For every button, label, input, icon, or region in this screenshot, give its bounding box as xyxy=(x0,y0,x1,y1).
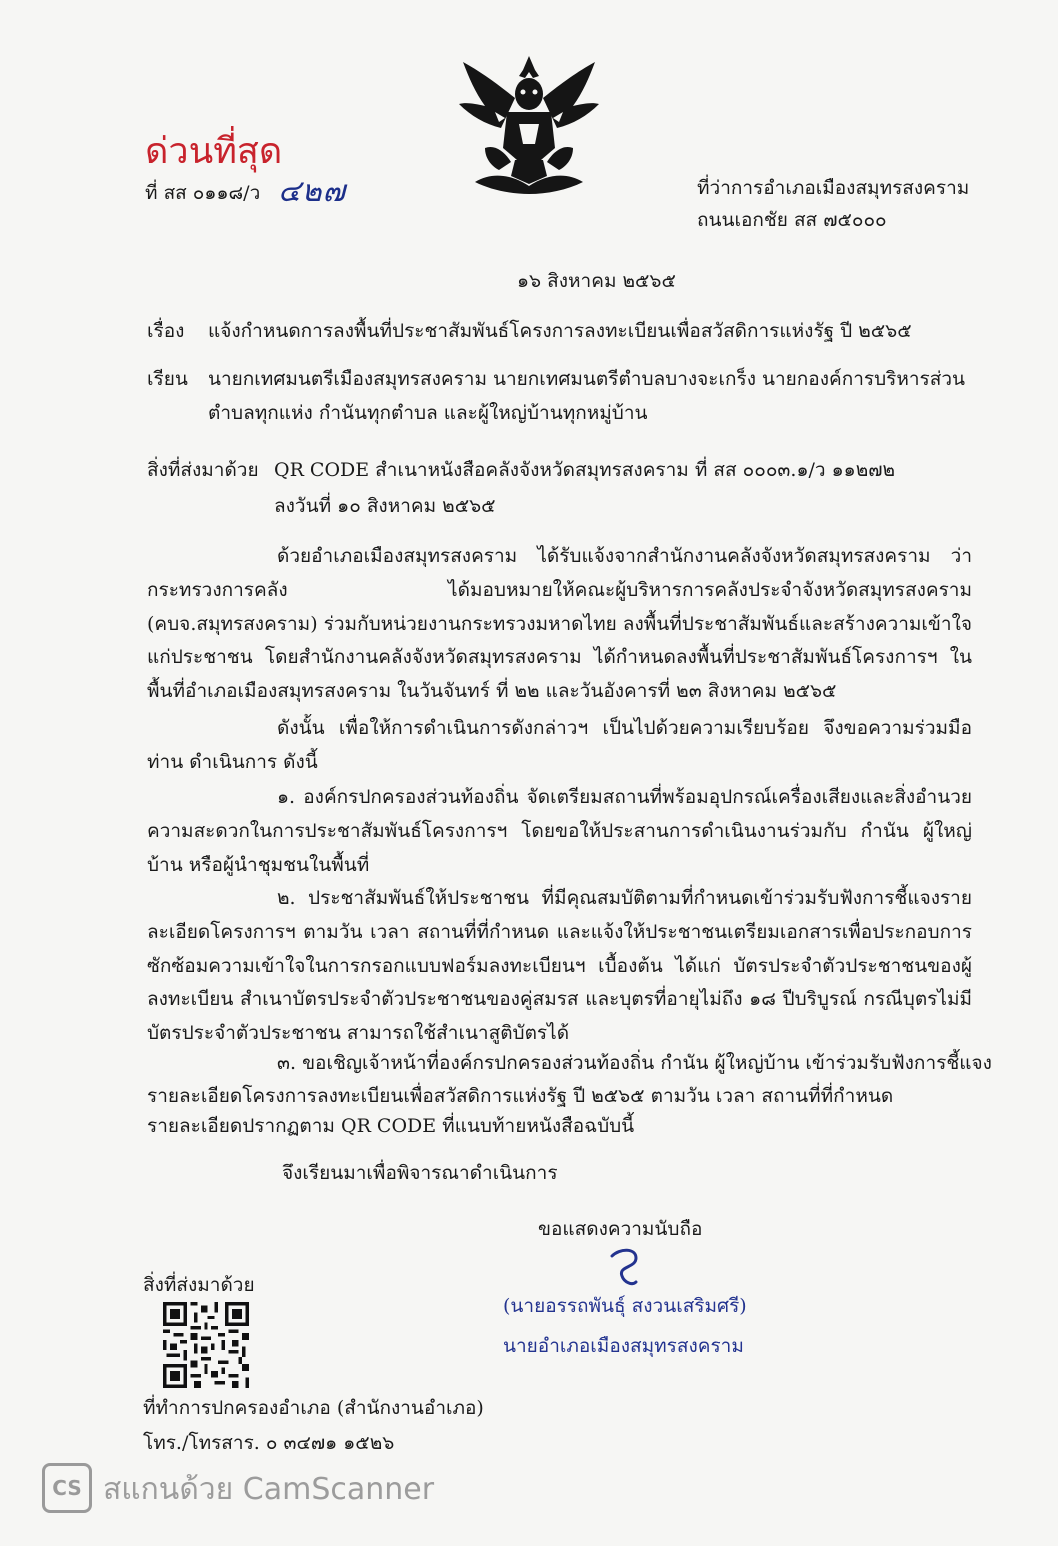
camscanner-watermark: สแกนด้วย CamScanner xyxy=(103,1472,435,1507)
contact-phone: โทร./โทรสาร. ๐ ๓๔๗๑ ๑๕๒๖ xyxy=(143,1432,395,1454)
enclosure-label: สิ่งที่ส่งมาด้วย xyxy=(147,459,259,481)
body-item-3-line-3: รายละเอียดปรากฏตาม QR CODE ที่แนบท้ายหนังสือฉบับนี้ xyxy=(147,1115,635,1137)
recipient-label: เรียน xyxy=(147,368,188,390)
body-item-3-line-1: ๓. ขอเชิญเจ้าหน้าที่องค์กรปกครองส่วนท้องถิ่น กำนัน ผู้ใหญ่บ้าน เข้าร่วมรับฟังการชี้แจง xyxy=(277,1052,992,1074)
urgency-stamp: ด่วนที่สุด xyxy=(145,131,283,172)
closing-line: จึงเรียนมาเพื่อพิจารณาดำเนินการ xyxy=(282,1162,558,1184)
document-number-label: ที่ สส ๐๑๑๘/ว xyxy=(145,182,261,204)
contact-office: ที่ทำการปกครองอำเภอ (สำนักงานอำเภอ) xyxy=(143,1397,484,1419)
signatory-name: (นายอรรถพันธุ์ สงวนเสริมศรี) xyxy=(503,1295,747,1317)
office-name: ที่ว่าการอำเภอเมืองสมุทรสงคราม xyxy=(697,177,970,199)
body-item-3-line-2: รายละเอียดโครงการลงทะเบียนเพื่อสวัสดิการแห่งรัฐ ปี ๒๕๖๕ ตามวัน เวลา สถานที่ที่กำหนด xyxy=(147,1085,894,1107)
body-paragraph-2: ดังนั้น เพื่อให้การดำเนินการดังกล่าวฯ เป็นไปด้วยความเรียบร้อย จึงขอความร่วมมือท่าน ดำเนินการ ดังนี้ xyxy=(147,717,972,773)
recipient-line-1: นายกเทศมนตรีเมืองสมุทรสงคราม นายกเทศมนตรีตำบลบางจะเกร็ง นายกองค์การบริหารส่วน xyxy=(208,368,966,390)
office-address: ถนนเอกชัย สส ๗๕๐๐๐ xyxy=(697,209,887,231)
camscanner-logo-icon: CS xyxy=(42,1463,92,1513)
subject-label: เรื่อง xyxy=(147,320,185,342)
document-number-handwritten: ๔๒๗ xyxy=(278,174,347,209)
body-item-1: ๑. องค์กรปกครองส่วนท้องถิ่น จัดเตรียมสถานที่พร้อมอุปกรณ์เครื่องเสียงและสิ่งอำนวยความสะดวกในการประชาสัมพันธ์โครงการฯ โดยขอให้ประสานการดำเนินงานร่วมกับ กำนัน ผู้ใหญ่บ้าน หรือผู้นำชุมชนในพื้นที่ xyxy=(147,786,972,876)
footer-enclosure-label: สิ่งที่ส่งมาด้วย xyxy=(143,1274,255,1296)
enclosure-line-1: QR CODE สำเนาหนังสือคลังจังหวัดสมุทรสงคราม ที่ สส ๐๐๐๓.๑/ว ๑๑๒๗๒ xyxy=(274,459,896,481)
subject-text: แจ้งกำหนดการลงพื้นที่ประชาสัมพันธ์โครงการลงทะเบียนเพื่อสวัสดิการแห่งรัฐ ปี ๒๕๖๕ xyxy=(208,320,912,342)
recipient-line-2: ตำบลทุกแห่ง กำนันทุกตำบล และผู้ใหญ่บ้านทุกหมู่บ้าน xyxy=(208,402,648,424)
salutation: ขอแสดงความนับถือ xyxy=(538,1218,703,1240)
qr-code-icon xyxy=(163,1302,249,1388)
body-paragraph-1: ด้วยอำเภอเมืองสมุทรสงคราม ได้รับแจ้งจากสำนักงานคลังจังหวัดสมุทรสงคราม ว่ากระทรวงการคลัง ได้มอบหมายให้คณะผู้บริหารการคลังประจำจังหวัดสมุทรสงคราม (คบจ.สมุทรสงคราม) ร่วมกับหน่วยงานกระทรวงมหาดไทย ลงพื้นที่ประชาสัมพันธ์และสร้างความเข้าใจแก่ประชาชน โดยสำนักงานคลังจังหวัดสมุทรสงคราม ได้กำหนดลงพื้นที่ประชาสัมพันธ์โครงการฯ ในพื้นที่อำเภอเมืองสมุทรสงคราม ในวันจันทร์ ที่ ๒๒ และวันอังคารที่ ๒๓ สิงหาคม ๒๕๖๕ xyxy=(147,545,972,703)
signature-mark-icon xyxy=(606,1246,646,1290)
body-item-2: ๒. ประชาสัมพันธ์ให้ประชาชน ที่มีคุณสมบัติตามที่กำหนดเข้าร่วมรับฟังการชี้แจงรายละเอียดโครงการฯ ตามวัน เวลา สถานที่ที่กำหนด และแจ้งให้ประชาชนเตรียมเอกสารเพื่อประกอบการซักซ้อมความเข้าใจในการกรอกแบบฟอร์มลงทะเบียนฯ เบื้องต้น ได้แก่ บัตรประจำตัวประชาชนของผู้ลงทะเบียน สำเนาบัตรประจำตัวประชาชนของคู่สมรส และบุตรที่อายุไม่ถึง ๑๘ ปีบริบูรณ์ กรณีบุตรไม่มีบัตรประจำตัวประชาชน สามารถใช้สำเนาสูติบัตรได้ xyxy=(147,887,972,1045)
garuda-emblem-icon xyxy=(455,52,603,202)
signatory-position: นายอำเภอเมืองสมุทรสงคราม xyxy=(503,1335,744,1357)
document-date: ๑๖ สิงหาคม ๒๕๖๕ xyxy=(517,270,676,292)
enclosure-line-2: ลงวันที่ ๑๐ สิงหาคม ๒๕๖๕ xyxy=(274,495,496,517)
